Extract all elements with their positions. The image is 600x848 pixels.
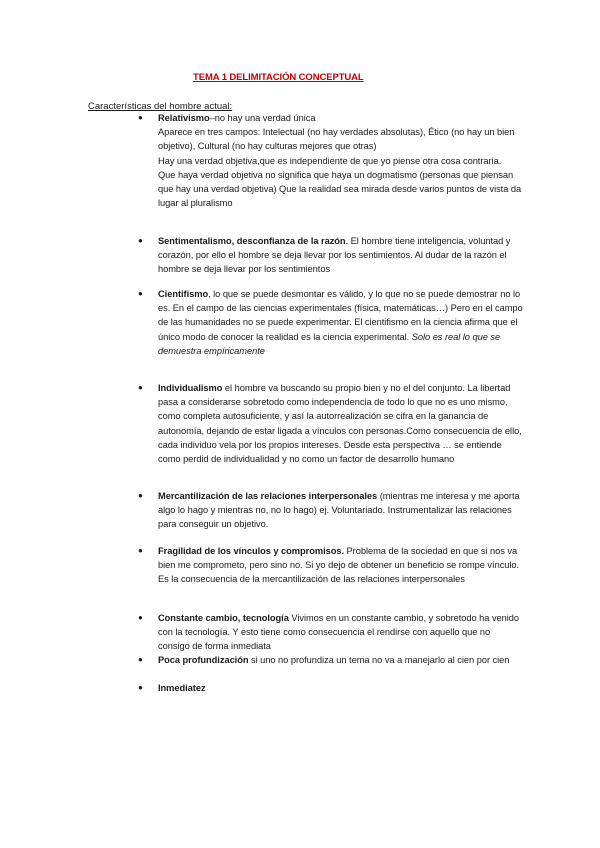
section-subtitle: Características del hombre actual: xyxy=(88,101,233,112)
item-description: el hombre va buscando su propio bien y no el del conjunto. La libertad pasa a considerarse sobretodo como independencia de todo lo que no es uno mismo, como completa autosuficiente, y así la autorrealización se cifra en la ganancia de autonomía, dejando de estar ligada a vínculos con personas.Como consecuencia de ello, cada individuo vela por los propios intereses. Desde esta perspectiva … se entiende como perdid de individualidad y no como un factor de desarrollo humano xyxy=(158,383,522,465)
item-paragraph: Aparece en tres campos: Intelectual (no hay verdades absolutas), Ético (no hay un bien objetivo), Cultural (no hay culturas mejores que otras) xyxy=(158,127,515,152)
item-paragraph: Hay una verdad objetiva,que es independiente de que yo piense otra cosa contraria. xyxy=(158,155,502,166)
list-item-text xyxy=(158,681,523,695)
list-item-text xyxy=(158,234,523,277)
item-description: Problema de la sociedad en que si nos va bien me comprometo, pero sino no. Si yo dejo de obtener un beneficio se rompe vínculo. Es la consecuencia de la mercantilización de las relaciones interpersonales xyxy=(158,546,520,585)
item-term: Fragilidad de los vínculos y compromisos. xyxy=(158,546,344,556)
item-description: –no hay una verdad única xyxy=(209,113,316,123)
item-term: Relativismo xyxy=(158,113,210,123)
item-term: Inmediatez xyxy=(158,683,206,693)
item-term: Individualismo xyxy=(158,383,223,393)
item-paragraph: Que haya verdad objetiva no significa que haya un dogmatismo (personas que piensan que hay una verdad objetiva) Que la realidad sea mirada desde varios puntos de vista da lugar al pluralismo xyxy=(158,169,522,209)
item-term: Constante cambio, tecnología xyxy=(158,613,289,623)
item-term: Sentimentalismo, desconfianza de la razón xyxy=(158,236,346,246)
bullet-icon: ● xyxy=(138,289,143,298)
list-item-text xyxy=(158,544,523,587)
list-item-text xyxy=(158,111,523,210)
list-item-text xyxy=(158,381,523,466)
bullet-icon: ● xyxy=(138,113,143,122)
item-description: Vivimos en un constante cambio, y sobretodo ha venido con la tecnología. Y esto tiene como consecuencia el rendirse con aquello que no consigo de forma inmediata xyxy=(158,613,520,652)
bullet-icon: ● xyxy=(138,491,143,500)
bullet-icon: ● xyxy=(138,613,143,622)
item-description: (mientras me interesa y me aporta algo lo hago y mientras no, no lo hago) ej. Voluntariado. Instrumentalizar las relaciones para conseguir un objetivo. xyxy=(158,491,520,530)
item-term: Poca profundización xyxy=(158,655,249,665)
item-description: , lo que se puede desmontar es válido, y lo que no se puede demostrar no lo es. En el campo de las ciencias experimentales (física, matemáticas…) Pero en el campo de las humanidades no se puede experimentar. El cientifismo en la ciencia afirma que el único modo de conocer la realidad es la ciencia experimental. xyxy=(158,289,523,342)
list-item-text xyxy=(158,653,523,667)
document-title: TEMA 1 DELIMITACIÓN CONCEPTUAL xyxy=(193,72,364,83)
bullet-icon: ● xyxy=(138,683,143,692)
item-term: Mercantilización de las relaciones interpersonales xyxy=(158,491,378,501)
item-description: . El hombre tiene inteligencia, voluntad y corazón, por ello el hombre se deja llevar por los sentimientos. Al dudar de la razón el hombre se deja llevar por los sentimientos xyxy=(158,236,511,275)
list-item-text xyxy=(158,287,523,358)
bullet-icon: ● xyxy=(138,546,143,555)
item-emphasis: Solo es real lo que se demuestra empíricamente xyxy=(158,331,501,356)
item-description: si uno no profundiza un tema no va a manejarlo al cien por cien xyxy=(248,655,510,665)
list-item-text xyxy=(158,489,523,532)
item-term: Cientifismo xyxy=(158,289,209,299)
bullet-icon: ● xyxy=(138,655,143,664)
bullet-icon: ● xyxy=(138,383,143,392)
bullet-icon: ● xyxy=(138,236,143,245)
list-item-text xyxy=(158,611,523,654)
